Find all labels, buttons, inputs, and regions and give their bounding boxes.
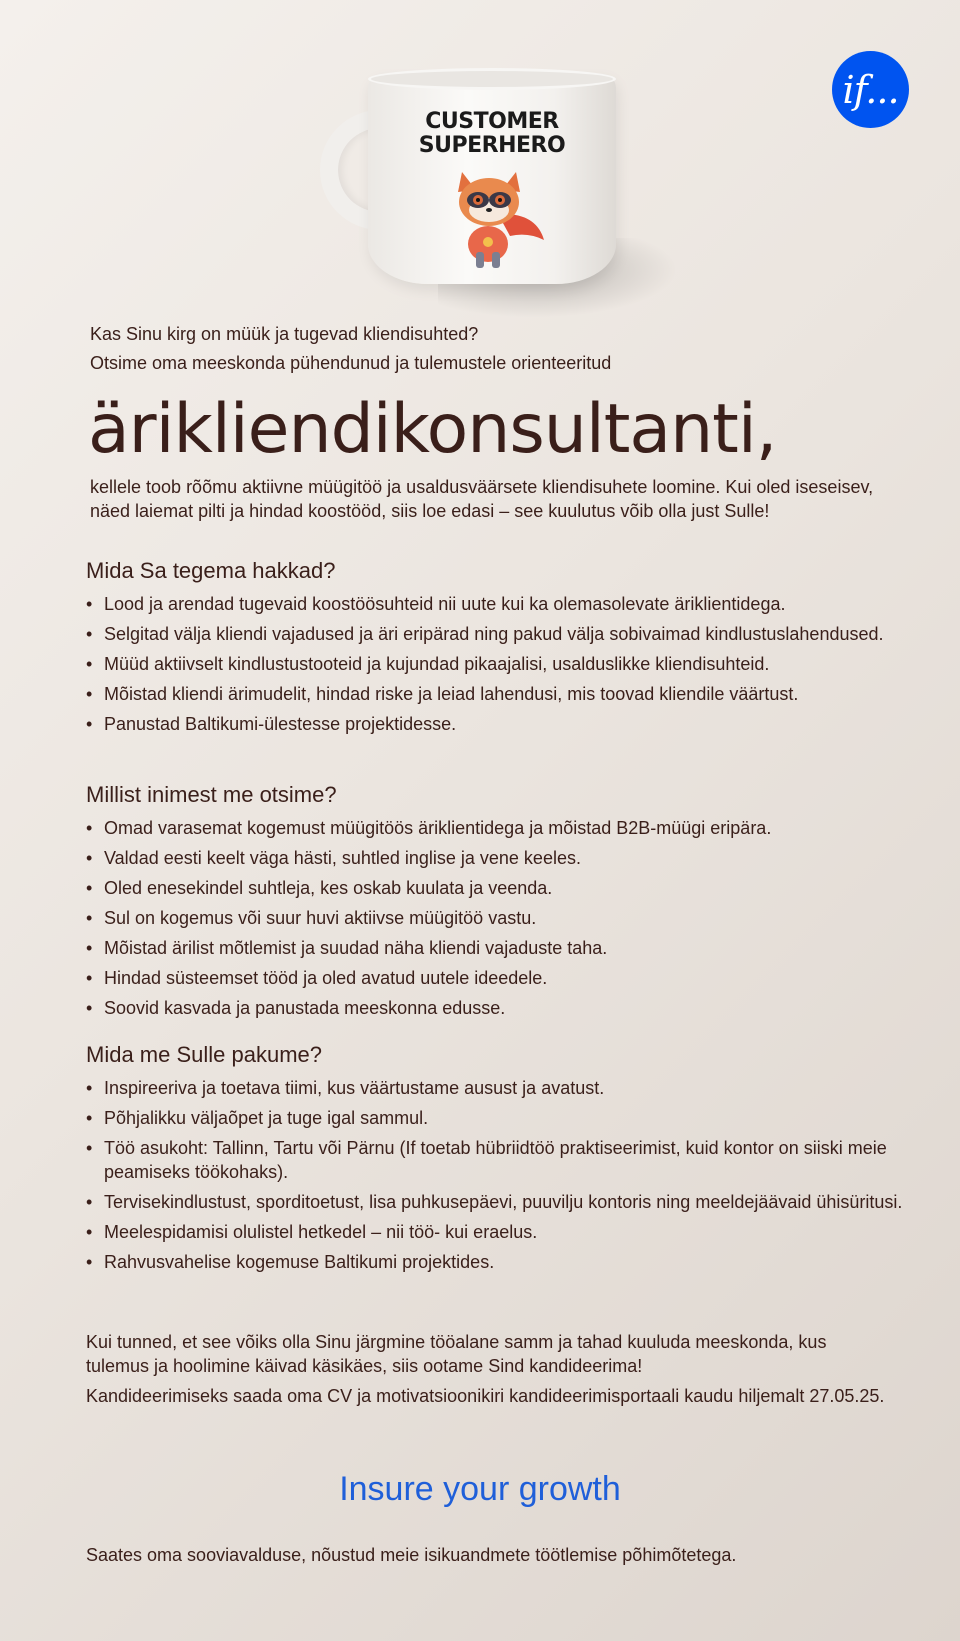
closing-paragraph-2: Kandideerimiseks saada oma CV ja motivatsioonikiri kandideerimisportaali kaudu hiljemalt 27.05.25.: [86, 1386, 885, 1406]
raccoon-superhero-icon: [436, 152, 556, 272]
section-title: Mida me Sulle pakume?: [86, 1042, 323, 1067]
list-item: • Mõistad ärilist mõtlemist ja suudad näha kliendi vajaduste taha.: [86, 936, 906, 960]
list-item: • Põhjalikku väljaõpet ja tuge igal sammul.: [86, 1106, 906, 1130]
section-duties: [86, 556, 906, 742]
section-title: Mida Sa tegema hakkad?: [86, 558, 336, 583]
if-logo: [832, 51, 909, 128]
list-item: • Inspireeriva ja toetava tiimi, kus väärtustame ausust ja avatust.: [86, 1076, 906, 1100]
list-item: • Selgitad välja kliendi vajadused ja äri eripärad ning pakud välja sobivaimad kindlustuslahendused.: [86, 622, 906, 646]
privacy-notice: Saates oma sooviavalduse, nõustud meie isikuandmete töötlemise põhimõtetega.: [86, 1545, 737, 1565]
mug-print-line2: SUPERHERO: [418, 133, 566, 158]
section-requirements: [86, 780, 906, 1026]
list-item: • Müüd aktiivselt kindlustustooteid ja kujundad pikaajalisi, usalduslikke kliendisuhteid.: [86, 652, 906, 676]
list-item: • Töö asukoht: Tallinn, Tartu või Pärnu (If toetab hübriidtöö praktiseerimist, kuid kontor on siiski meie peamiseks töökohaks).: [86, 1136, 906, 1184]
list-item: • Sul on kogemus või suur huvi aktiivse müügitöö vastu.: [86, 906, 906, 930]
list-item: • Oled enesekindel suhtleja, kes oskab kuulata ja veenda.: [86, 876, 906, 900]
list-item: • Mõistad kliendi ärimudelit, hindad riske ja leiad lahendusi, mis toovad kliendile väärtust.: [86, 682, 906, 706]
lead-paragraph: kellele toob rõõmu aktiivne müügitöö ja usaldusväärsete kliendisuhete loomine. Kui oled iseseisev, näed laiemat pilti ja hindad koostööd, siis loe edasi – see kuulutus võib olla just Sulle!: [90, 477, 874, 521]
closing-paragraph-1: Kui tunned, et see võiks olla Sinu järgmine tööalane samm ja tahad kuuluda meeskonda, kus tulemus ja hoolimine käivad käsikäes, siis ootame Sind kandideerima!: [86, 1332, 827, 1376]
section-title: Millist inimest me otsime?: [86, 782, 337, 807]
list-item: • Omad varasemat kogemust müügitöös äriklientidega ja mõistad B2B-müügi eripära.: [86, 816, 906, 840]
logo-text: if...: [842, 67, 899, 112]
job-title-headline: ärikliendikonsultanti,: [88, 390, 777, 469]
list-item: • Hindad süsteemset tööd ja oled avatud uutele ideedele.: [86, 966, 906, 990]
mug-rim: [368, 68, 616, 90]
offer-list: [86, 1076, 906, 1274]
intro-line-2: Otsime oma meeskonda pühendunud ja tulemustele orienteeritud: [90, 353, 612, 373]
mug-print-line1: CUSTOMER: [425, 109, 559, 134]
tagline: Insure your growth: [339, 1470, 621, 1508]
intro-text: [90, 320, 611, 378]
duties-list: [86, 592, 906, 736]
list-item: • Tervisekindlustust, sporditoetust, lisa puhkusepäevi, puuvilju kontoris ning meeldejäävaid ühisüritusi.: [86, 1190, 906, 1214]
list-item: • Soovid kasvada ja panustada meeskonna edusse.: [86, 996, 906, 1020]
list-item: • Panustad Baltikumi-ülestesse projektidesse.: [86, 712, 906, 736]
list-item: • Meelespidamisi olulistel hetkedel – nii töö- kui eraelus.: [86, 1220, 906, 1244]
mug-print: [378, 110, 606, 158]
list-item: • Valdad eesti keelt väga hästi, suhtled inglise ja vene keeles.: [86, 846, 906, 870]
list-item: • Lood ja arendad tugevaid koostöösuhteid nii uute kui ka olemasolevate äriklientidega.: [86, 592, 906, 616]
section-offer: [86, 1040, 906, 1280]
closing-text: [86, 1330, 886, 1414]
intro-line-1: Kas Sinu kirg on müük ja tugevad kliendisuhted?: [90, 324, 479, 344]
requirements-list: [86, 816, 906, 1020]
list-item: • Rahvusvahelise kogemuse Baltikumi projektides.: [86, 1250, 906, 1274]
mug-illustration: [318, 68, 678, 288]
